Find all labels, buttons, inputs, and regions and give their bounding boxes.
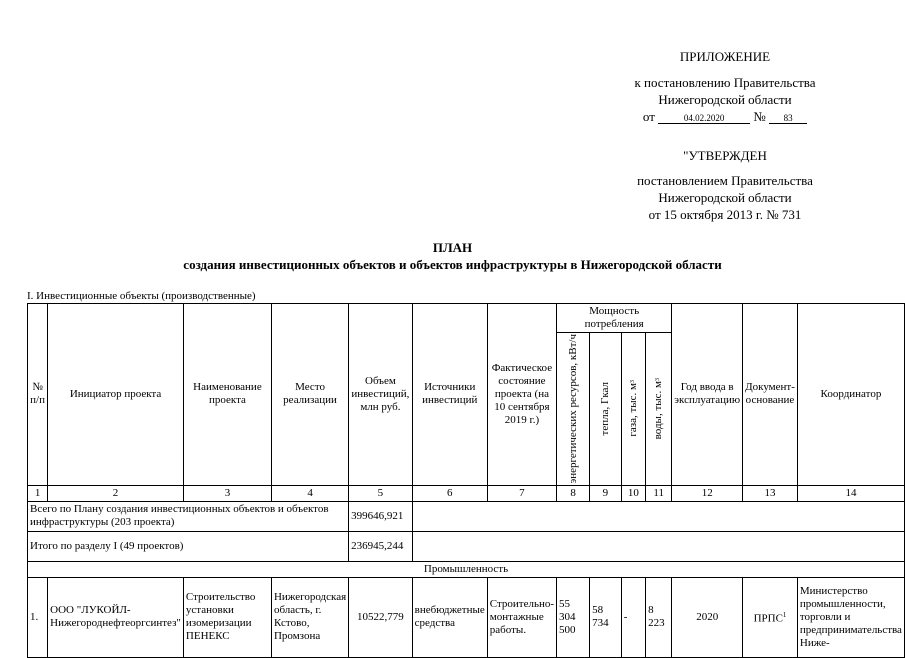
header-water-sup: 3 [655,378,662,382]
row1-coordinator: Министерство промышленности, торговли и предпринимательства Ниже- [797,577,904,657]
header-capacity: Мощность потребления [557,304,672,333]
row1-status: Строительно-монтажные работы. [487,577,556,657]
column-numbers-row [28,485,905,501]
appendix-date-line [600,108,850,125]
header-gas: газа, тыс. м [626,383,639,438]
row1-doc: ПРПС [753,612,783,625]
category-row [28,561,905,577]
header-energy: энергетических ресурсов, кВт/ч [566,334,579,484]
approved-line1: постановлением Правительства [637,173,813,188]
header-num: № п/п [28,304,48,486]
table-row [28,577,905,657]
header-gas-sup: 3 [629,380,636,384]
column-number: 14 [797,485,904,501]
subtotal-row [28,531,905,561]
column-number: 12 [672,485,743,501]
row1-initiator: ООО "ЛУКОЙЛ-Нижегороднефтеоргсинтез" [48,577,184,657]
header-water-wrap [652,378,665,439]
row1-doc-sup: 1 [782,610,787,619]
column-number: 10 [621,485,645,501]
column-number: 6 [412,485,487,501]
row1-gas: - [621,577,645,657]
header-water: воды, тыс. м [652,381,665,440]
row1-heat: 58 734 [590,577,622,657]
total-row [28,501,905,531]
row1-year: 2020 [672,577,743,657]
plan-table [27,303,905,658]
row1-sources: внебюджетные средства [412,577,487,657]
row1-volume: 10522,779 [349,577,413,657]
column-number: 9 [590,485,622,501]
header-sources: Источники инвестиций [412,304,487,486]
header-location: Место реализации [271,304,348,486]
column-number: 1 [28,485,48,501]
section-label: I. Инвестиционные объекты (производственные) [27,290,256,302]
appendix-line2: Нижегородской области [658,92,792,107]
row1-project: Строительство установки изомеризации ПЕНЕКС [183,577,271,657]
header-doc: Документ-основание [743,304,798,486]
header-initiator: Инициатор проекта [48,304,184,486]
row1-location: Нижегородская область, г. Кстово, Промзона [271,577,348,657]
column-number: 5 [349,485,413,501]
plan-subtitle: создания инвестиционных объектов и объектов инфраструктуры в Нижегородской области [183,257,722,272]
appendix-line1: к постановлению Правительства [634,75,816,90]
category-label: Промышленность [28,561,905,577]
from-label: от [642,109,655,124]
row1-num: 1. [28,577,48,657]
approved-line3: от 15 октября 2013 г. № 731 [648,207,802,222]
total-label: Всего по Плану создания инвестиционных объектов и объектов инфраструктуры (203 проекта) [28,501,349,531]
subtotal-label: Итого по разделу I (49 проектов) [28,531,349,561]
decree-date: 04.02.2020 [658,113,750,124]
header-gas-cell [621,333,645,486]
row1-doc-cell [743,577,798,657]
plan-title: ПЛАН [432,240,473,255]
header-project: Наименование проекта [183,304,271,486]
column-number: 2 [48,485,184,501]
header-status: Фактическое состояние проекта (на 10 сентября 2019 г.) [487,304,556,486]
row1-energy: 55 304 500 [557,577,590,657]
header-year: Год ввода в эксплуатацию [672,304,743,486]
header-heat-cell [590,333,622,486]
row1-water: 8 223 [646,577,672,657]
subtotal-value: 236945,244 [349,531,413,561]
column-number: 13 [743,485,798,501]
header-energy-cell [557,333,590,486]
header-gas-wrap [627,380,640,437]
total-value: 399646,921 [349,501,413,531]
header-water-cell [646,333,672,486]
column-number: 11 [646,485,672,501]
header-heat: тепла, Гкал [598,382,611,436]
decree-number: 83 [769,113,807,124]
column-number: 3 [183,485,271,501]
header-volume: Объем инвестиций, млн руб. [349,304,413,486]
column-number: 8 [557,485,590,501]
total-empty [412,501,904,531]
column-number: 4 [271,485,348,501]
appendix-title: ПРИЛОЖЕНИЕ [679,49,771,64]
approved-line2: Нижегородской области [658,190,792,205]
header-coordinator: Координатор [797,304,904,486]
approved-title: "УТВЕРЖДЕН [683,148,767,163]
subtotal-empty [412,531,904,561]
column-number: 7 [487,485,556,501]
number-label: № [753,109,766,124]
